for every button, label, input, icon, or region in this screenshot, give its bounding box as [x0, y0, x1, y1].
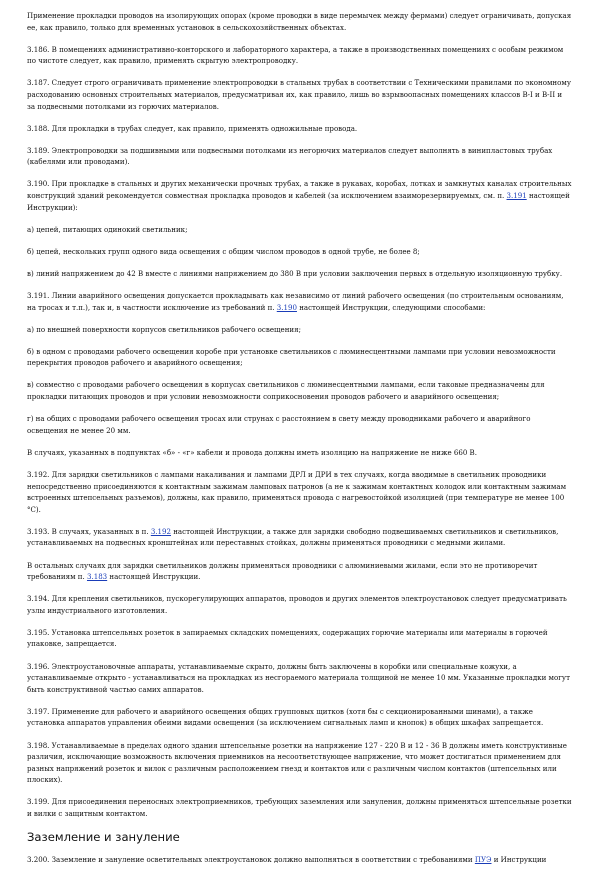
link-3-183[interactable]: 3.183: [86, 572, 108, 582]
paragraph-3-196: 3.196. Электроустановочные аппараты, устанавливаемые скрыто, должны быть заключены в коробки или специальные кожухи, а устанавливаемые открыто - устанавливаться на прокладках из несгораемого материала толщиной не менее 10 мм. Указанные прокладки могут быть конструктивной частью самих аппаратов.: [27, 661, 570, 694]
paragraph-3-187: 3.187. Следует строго ограничивать применение электропроводки в стальных трубах в соответствии с Техническими правилами по экономному расходованию основных строительных материалов, предусматривая их, как правило, лишь во взрывоопасных помещениях классов В-I и В-II и за подвесными потолками из горючих материалов.: [27, 78, 571, 111]
link-3-192[interactable]: 3.192: [150, 526, 171, 536]
text: 3.191. Линии аварийного освещения допускается прокладывать как независимо от линий рабочего освещения (по строительным основаниям, на тросах и т.п.), так и, в частности исключение из требований п.: [27, 291, 564, 312]
text: и Инструкции: [491, 855, 547, 865]
paragraph-3-191-b: б) в одном с проводами рабочего освещения коробе при установке светильников с люминесцентными лампами при условии невозможности перекрытия проводов рабочего и аварийного освещения;: [27, 346, 556, 368]
text: 3.200. Заземление и зануление осветительных электроустановок должно выполняться в соответствии с требованиями: [27, 855, 475, 865]
paragraph-3-191-note: В случаях, указанных в подпунктах «б» - «г» кабели и провода должны иметь изоляцию на напряжение не ниже 660 В.: [27, 447, 477, 457]
link-pue[interactable]: ПУЭ: [474, 855, 492, 865]
document-page: [27, 10, 572, 876]
paragraph-3-191-g: г) на общих с проводами рабочего освещения тросах или струнах с расстоянием в свету между проводниками рабочего и аварийного освещения не менее 20 мм.: [27, 414, 531, 435]
text: В остальных случаях для зарядки светильников должны применяться проводники с алюминиевыми жилами, если это не противоречит требованиям п.: [27, 560, 538, 582]
paragraph-3-194: 3.194. Для крепления светильников, пускорегулирующих аппаратов, проводов и других элементов электроустановок следует предусматривать узлы индустриального изготовления.: [27, 594, 567, 615]
text: настоящей Инструкции, следующими способами:: [296, 302, 486, 312]
paragraph-3-191-a: а) по внешней поверхности корпусов светильников рабочего освещения;: [27, 324, 301, 334]
paragraph-3-190-a: а) цепей, питающих одинокий светильник;: [27, 224, 188, 234]
paragraph-3-192: 3.192. Для зарядки светильников с лампами накаливания и лампами ДРЛ и ДРИ в тех случаях, когда вводимые в светильник проводники непосредственно присоединяются к контактным зажимам ламповых патронов (а не к зажимам контактных колодок или контактным зажимам встроенных штепсельных разъемов), должны, как правило, применяться провода с нагревостойкой изоляцией (при температуре не менее 100 °С).: [27, 469, 567, 514]
paragraph-3-188: 3.188. Для прокладки в трубах следует, как правило, применять одножильные провода.: [27, 123, 358, 133]
paragraph-3-199: 3.199. Для присоединения переносных электроприемников, требующих заземления или зануления, должны применяться штепсельные розетки и вилки с защитным контактом.: [27, 797, 572, 818]
paragraph-3-190-b: б) цепей, нескольких групп одного вида освещения с общим числом проводов в одной трубе, не более 8;: [27, 246, 420, 256]
paragraph-3-198: 3.198. Устанавливаемые в пределах одного здания штепсельные розетки на напряжение 127 - 220 В и 12 - 36 В должны иметь конструктивные различия, исключающие возможность включения приемников на несоответствующее напряжение, что может достигаться применением для разных напряжений розеток и вилок с различным расположением гнезд и контактов или с различным числом контактов (штепсельных или плоских).: [27, 740, 567, 785]
paragraph-3-191-v: в) совместно с проводами рабочего освещения в корпусах светильников с люминесцентными лампами, если таковые предназначены для прокладки питающих проводов и при условии невозможности соприкосновения проводов рабочего и аварийного освещения;: [27, 380, 545, 402]
text: настоящей Инструкции):: [27, 191, 570, 212]
paragraph-3-190-v: в) линий напряжением до 42 В вместе с линиями напряжением до 380 В при условии заключения первых в отдельную изоляционную трубку.: [27, 268, 563, 278]
paragraph-3-197: 3.197. Применение для рабочего и аварийного освещения общих групповых щитков (хотя бы с секционированными шинами), а также установка аппаратов управления обеими видами освещения (за исключением сигнальных ламп и кнопок) в общих шкафах запрещается.: [27, 706, 544, 728]
paragraph-3-191: [27, 290, 572, 313]
paragraph-3-193: [27, 526, 572, 549]
paragraph-3-190: [27, 178, 572, 213]
text: 3.190. При прокладке в стальных и других механически прочных трубах, а также в рукавах, коробах, лотках и замкнутых каналах строительных конструкций зданий рекомендуется совместная прокладка проводов и кабелей (за исключением взаиморезервируемых, см. п.: [27, 179, 572, 201]
link-3-191[interactable]: 3.191: [506, 191, 527, 201]
paragraph-3-186: 3.186. В помещениях административно-конторского и лабораторного характера, а также в производственных помещениях с особым режимом по чистоте следует, как правило, применять скрытую электропроводку.: [27, 44, 564, 66]
paragraph-3-193-b: [27, 560, 572, 583]
paragraph-3-195: 3.195. Установка штепсельных розеток в запираемых складских помещениях, содержащих горючие материалы или материалы в горючей упаковке, запрещается.: [27, 627, 548, 649]
paragraph-intro: Применение прокладки проводов на изолирующих опорах (кроме проводки в виде перемычек между фермами) следует ограничивать, допуская ее, как правило, только для временных установок в сельскохозяйственных объектах.: [27, 11, 572, 32]
text: настоящей Инструкции.: [107, 572, 201, 582]
text: настоящей Инструкции, а также для зарядки свободно подвешиваемых светильников и светильников, устанавливаемых на подвесных кронштейнах или переставных стойках, должны применяться проводники с медными жилами.: [27, 526, 559, 548]
paragraph-3-189: 3.189. Электропроводки за подшивными или подвесными потолками из негорючих материалов следует выполнять в винипластовых трубах (кабелями или проводами).: [27, 145, 553, 167]
text: 3.193. В случаях, указанных в п.: [27, 526, 151, 536]
paragraph-3-200: [27, 854, 572, 866]
link-3-190[interactable]: 3.190: [276, 302, 297, 312]
section-heading: Заземление и зануление: [27, 830, 180, 845]
